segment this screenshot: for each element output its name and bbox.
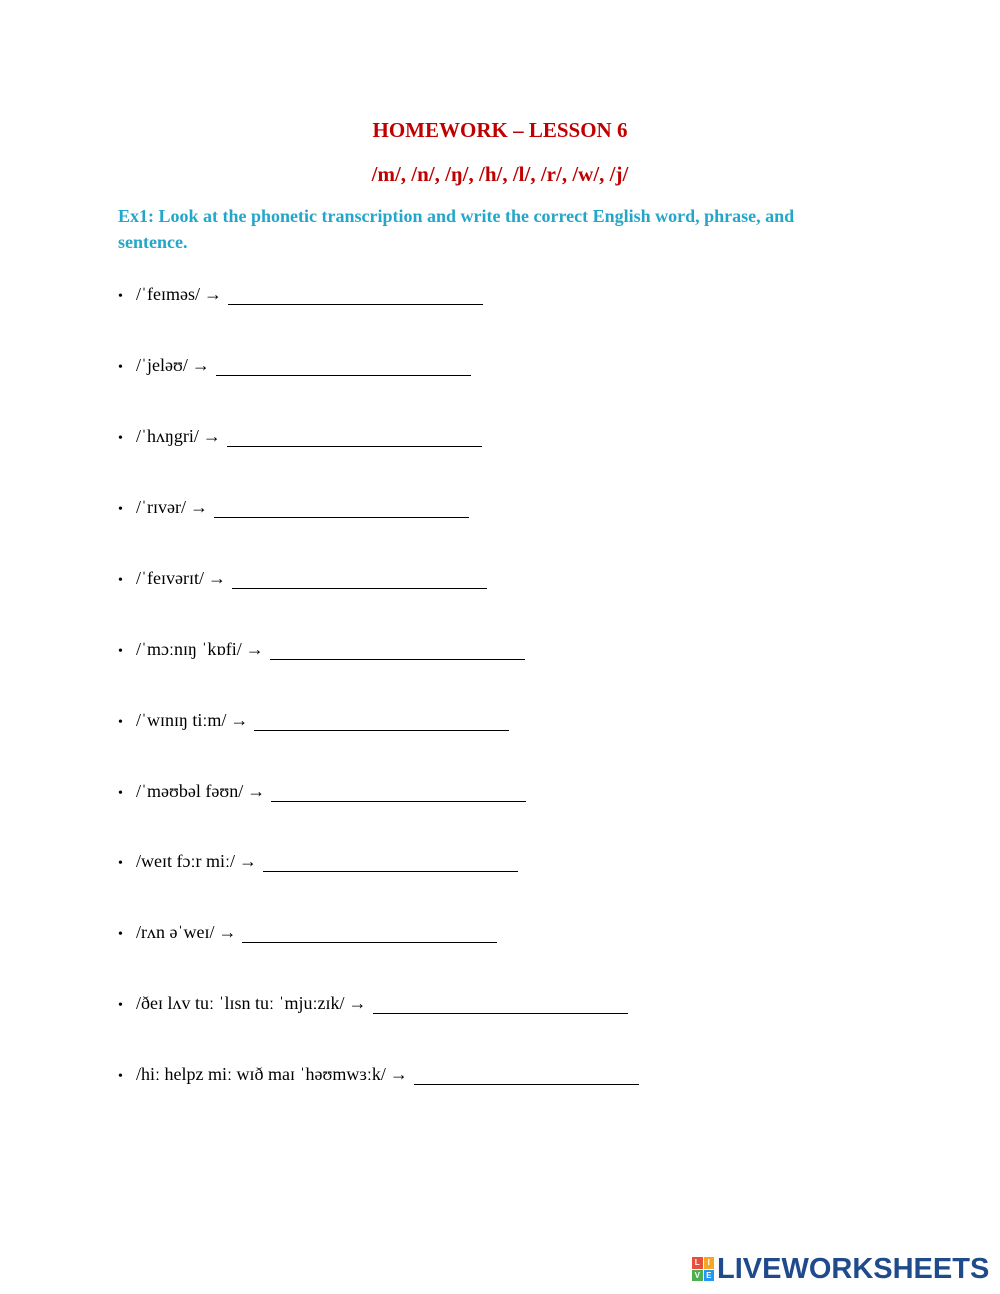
list-item <box>118 920 497 944</box>
arrow-icon: → <box>230 710 249 730</box>
page-title: HOMEWORK – LESSON 6 <box>372 118 628 142</box>
exercise-instruction: Ex1: Look at the phonetic transcription and write the correct English word, phrase, and sentence. <box>118 206 795 252</box>
phonetic-transcription: /ˈfeɪməs/ <box>136 284 200 304</box>
bullet: • <box>118 998 123 1013</box>
phonetic-transcription: /hiː helpz miː wɪð maɪ ˈhəʊmwɜːk/ <box>136 1064 386 1084</box>
bullet: • <box>118 502 123 517</box>
list-item <box>118 566 487 590</box>
answer-field[interactable] <box>232 570 487 589</box>
page-subtitle: /m/, /n/, /ŋ/, /h/, /l/, /r/, /w/, /j/ <box>371 162 629 186</box>
answer-field[interactable] <box>271 783 526 802</box>
phonetic-transcription: /ˈfeɪvərɪt/ <box>136 568 204 588</box>
answer-field[interactable] <box>263 853 518 872</box>
arrow-icon: → <box>189 497 208 517</box>
answer-field[interactable] <box>242 924 497 943</box>
phonetic-transcription: /ˈhʌŋgri/ <box>136 426 199 446</box>
answer-field[interactable] <box>214 499 469 518</box>
answer-field[interactable] <box>373 995 628 1014</box>
logo-letter: E <box>704 1270 715 1282</box>
liveworksheets-logo <box>692 1253 989 1285</box>
logo-mark-icon <box>692 1257 714 1281</box>
bullet: • <box>118 360 123 375</box>
arrow-icon: → <box>238 851 257 871</box>
answer-field[interactable] <box>216 357 471 376</box>
answer-field[interactable] <box>227 428 482 447</box>
logo-letter: L <box>692 1257 703 1269</box>
arrow-icon: → <box>203 284 222 304</box>
list-item <box>118 424 482 448</box>
bullet: • <box>118 289 123 304</box>
list-item <box>118 1062 639 1086</box>
list-item <box>118 282 483 306</box>
bullet: • <box>118 856 123 871</box>
arrow-icon: → <box>245 639 264 659</box>
arrow-icon: → <box>247 781 266 801</box>
phonetic-transcription: /ˈmɔːnɪŋ ˈkɒfi/ <box>136 639 242 659</box>
list-item <box>118 353 471 377</box>
bullet: • <box>118 927 123 942</box>
answer-field[interactable] <box>270 641 525 660</box>
phonetic-transcription: /ˈrɪvər/ <box>136 497 186 517</box>
phonetic-transcription: /ˈməʊbəl fəʊn/ <box>136 781 244 801</box>
answer-field[interactable] <box>228 286 483 305</box>
list-item <box>118 708 509 732</box>
arrow-icon: → <box>348 993 367 1013</box>
arrow-icon: → <box>389 1064 408 1084</box>
phonetic-transcription: /ˈjeləʊ/ <box>136 355 188 375</box>
arrow-icon: → <box>191 355 210 375</box>
bullet: • <box>118 786 123 801</box>
list-item <box>118 991 628 1015</box>
logo-letter: I <box>704 1257 715 1269</box>
phonetic-transcription: /ˈwɪnɪŋ tiːm/ <box>136 710 227 730</box>
arrow-icon: → <box>218 922 237 942</box>
logo-letter: V <box>692 1270 703 1282</box>
phonetic-transcription: /weɪt fɔːr miː/ <box>136 851 235 871</box>
list-item <box>118 495 469 519</box>
list-item <box>118 849 518 873</box>
bullet: • <box>118 644 123 659</box>
list-item <box>118 637 525 661</box>
phonetic-transcription: /rʌn əˈweɪ/ <box>136 922 215 942</box>
bullet: • <box>118 573 123 588</box>
bullet: • <box>118 431 123 446</box>
phonetic-transcription: /ðeɪ lʌv tuː ˈlɪsn tuː ˈmjuːzɪk/ <box>136 993 345 1013</box>
logo-text: LIVEWORKSHEETS <box>717 1252 990 1285</box>
bullet: • <box>118 1069 123 1084</box>
answer-field[interactable] <box>414 1066 639 1085</box>
answer-field[interactable] <box>254 712 509 731</box>
arrow-icon: → <box>207 568 226 588</box>
bullet: • <box>118 715 123 730</box>
list-item <box>118 779 526 803</box>
arrow-icon: → <box>202 426 221 446</box>
